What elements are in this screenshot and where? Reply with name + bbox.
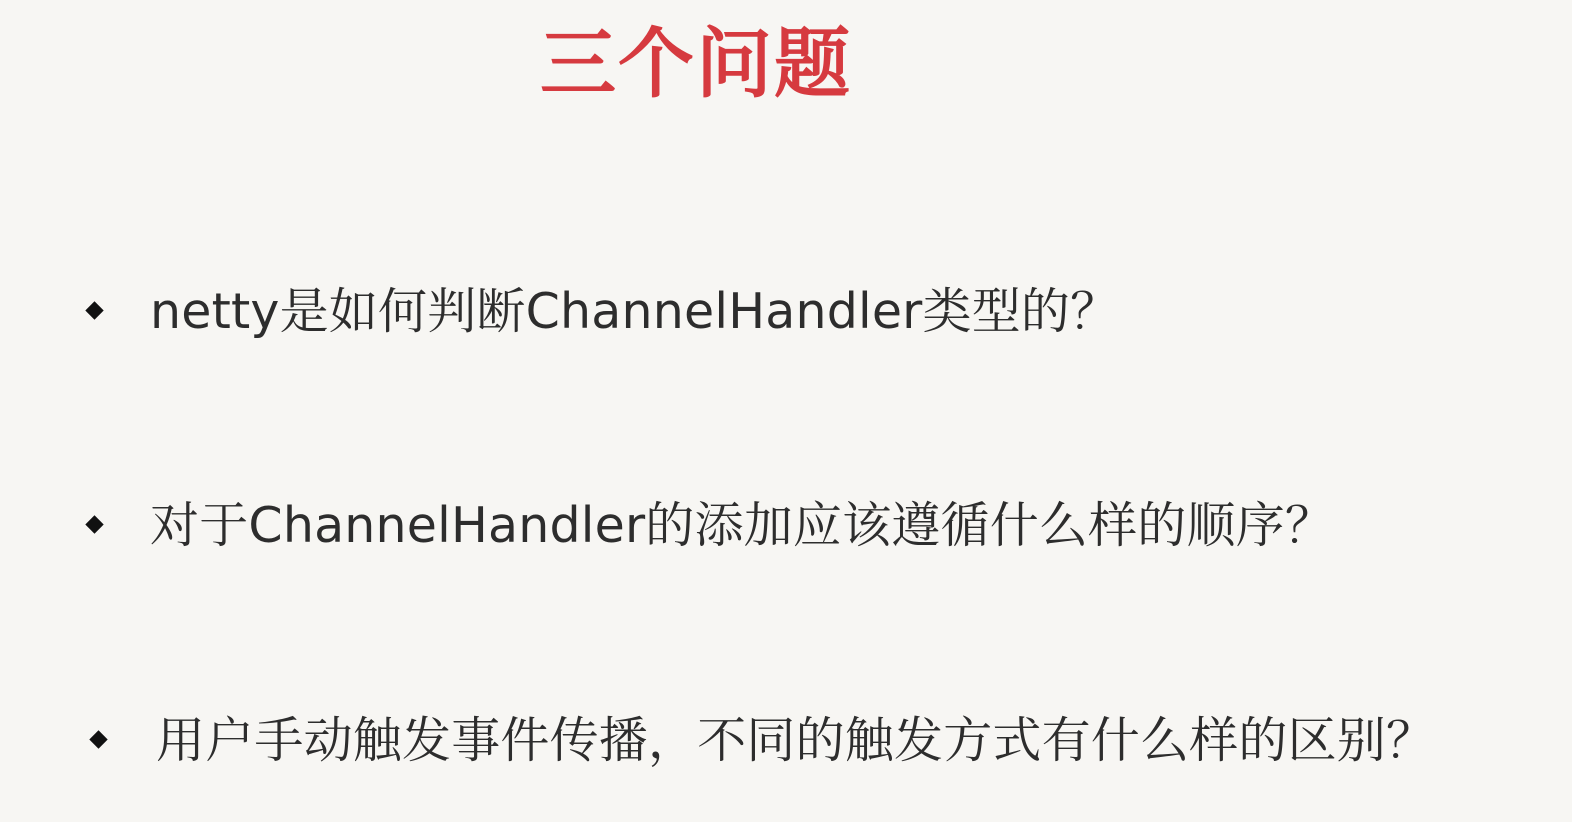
question-item-2 — [86, 493, 1334, 557]
diamond-bullet-icon — [90, 731, 108, 749]
question-text-1: netty是如何判断ChannelHandler类型的？ — [150, 282, 1120, 340]
slide-title: 三个问题 — [540, 19, 852, 108]
question-text-2: 对于ChannelHandler的添加应该遵循什么样的顺序？ — [150, 496, 1335, 554]
question-item-3 — [86, 708, 1435, 772]
diamond-bullet-icon — [86, 516, 104, 534]
question-item-1 — [86, 279, 1119, 343]
question-text-3: 用户手动触发事件传播，不同的触发方式有什么样的区别？ — [156, 711, 1436, 769]
diamond-bullet-icon — [86, 302, 104, 320]
